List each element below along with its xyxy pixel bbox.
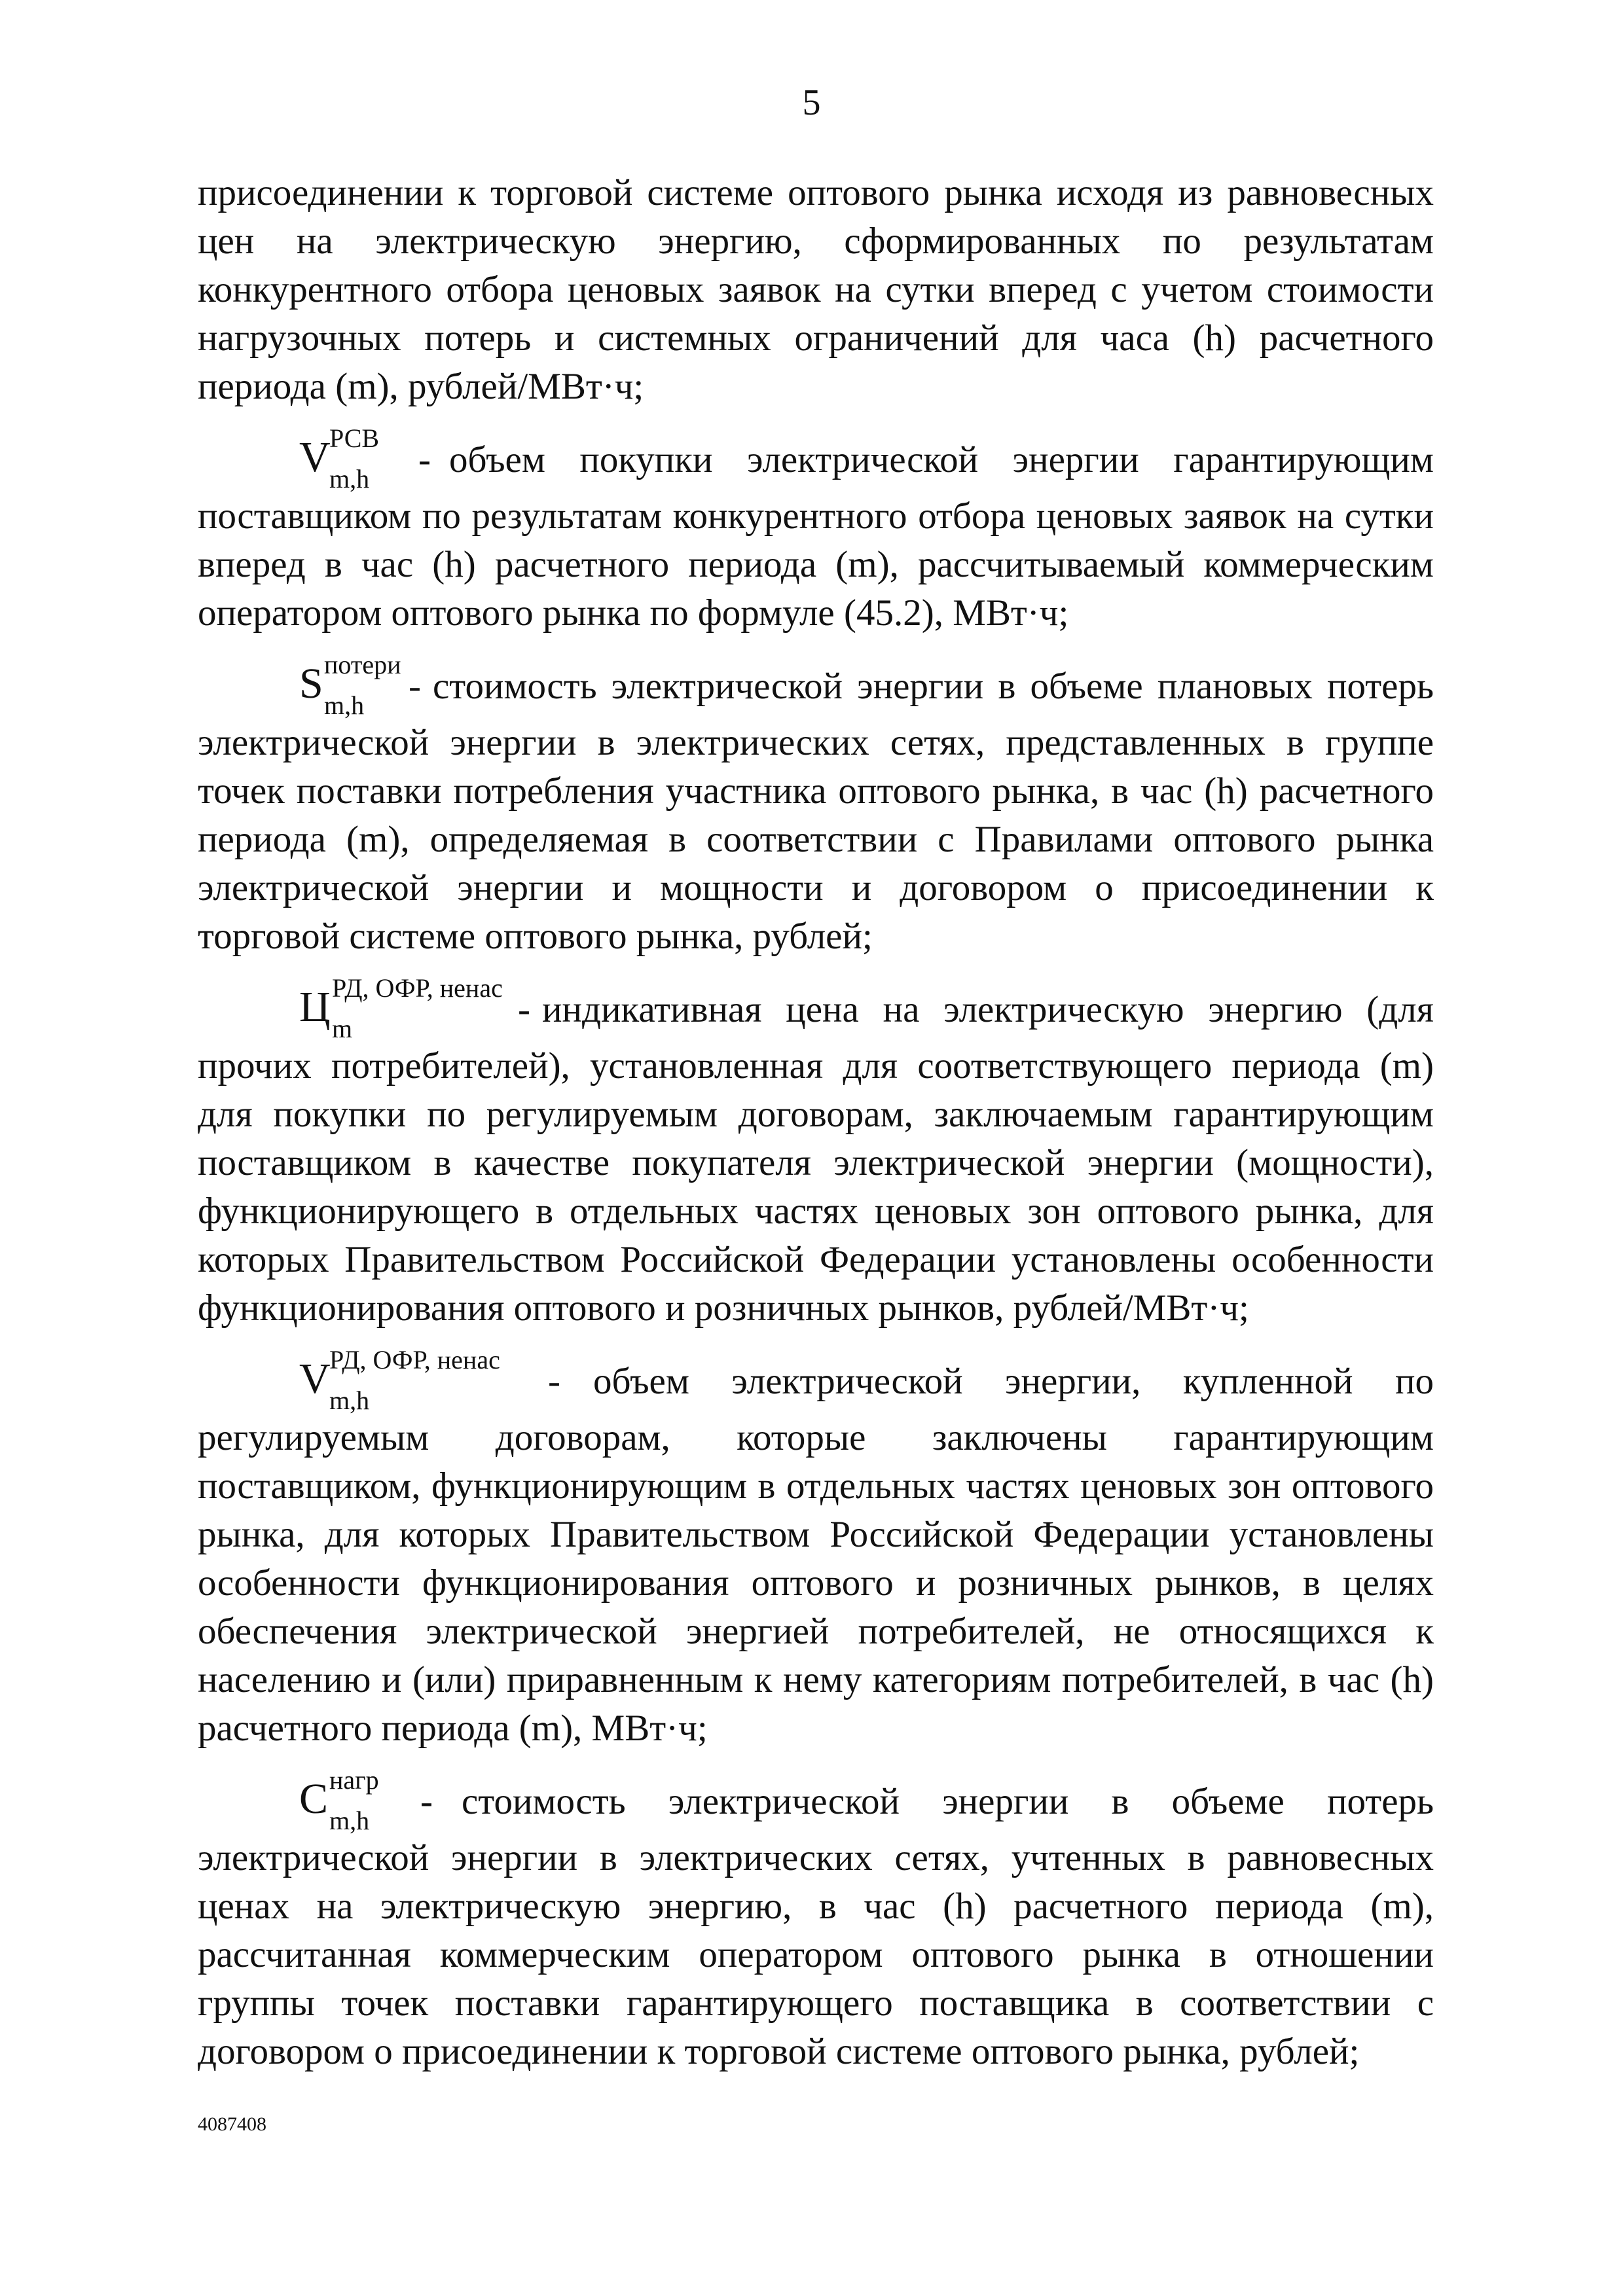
definition-dash: - [548,1361,560,1402]
head-word: энергии [857,666,984,707]
head-word: потерь [1327,1781,1434,1822]
definition-dash: - [518,989,530,1030]
head-word: в [1111,1781,1129,1822]
definition-body: поставщиком по результатам конкурентного отбора ценовых заявок на сутки вперед в час (h) расчетного периода (m), рассчитываемый коммерческим оператором оптового рынка по формуле (45.2), МВт·ч; [198,495,1434,634]
head-word: электрическую [943,989,1184,1030]
formula-symbol [299,647,401,720]
symbol-superscript: РД, ОФР, ненас [329,1345,500,1374]
head-word: на [883,989,920,1030]
definition-s-poteri [198,640,1434,961]
head-word: энергии, [1005,1361,1141,1402]
definition-body: электрической энергии в электрических сетях, учтенных в равновесных ценах на электрическую энергию, в час (h) расчетного периода (m), рассчитанная коммерческим оператором оптового рынка в отношении группы точек поставки гарантирующего поставщика в соответствии с договором о присоединении к торговой системе оптового рынка, рублей; [198,1837,1434,2072]
definition-dash: - [418,439,431,480]
document-id: 4087408 [198,2113,266,2135]
symbol-subscript: m,h [329,1386,370,1415]
definition-v-rsv [198,414,1434,637]
definition-c-nagr [198,1755,1434,2076]
head-word: стоимость [461,1781,626,1822]
head-word: объеме [1171,1781,1285,1822]
formula-symbol [299,420,397,492]
definition-head-text [433,662,1434,719]
head-word: объем [448,439,545,480]
symbol-base: Ц [299,983,331,1031]
head-word: объем [593,1361,689,1402]
definition-v-rd-ofr [198,1335,1434,1753]
head-word: купленной [1182,1361,1353,1402]
definition-ts-rd-ofr [198,963,1434,1333]
symbol-base: C [299,1775,329,1823]
symbol-subscript: m,h [329,464,370,493]
symbol-superscript: потери [324,650,401,679]
formula-symbol [299,1342,515,1414]
head-word: по [1395,1361,1434,1402]
head-word: (для [1366,989,1434,1030]
definition-dash: - [420,1781,433,1822]
head-word: потерь [1326,666,1434,707]
head-word: энергии [942,1781,1069,1822]
definition-head [198,640,1434,719]
head-word: стоимость [432,666,597,707]
page-content [198,169,1434,2076]
head-word: электрической [611,666,843,707]
symbol-subscript: m,h [329,1806,370,1835]
head-word: индикативная [541,989,762,1030]
head-word: электрической [746,439,979,480]
definition-body: регулируемым договорам, которые заключены гарантирующим поставщиком, функционирующим в отдельных частях ценовых зон оптового рынка, для которых Правительством Российской Федерации установлены особенности функционирования оптового и розничных рынков, в целях обеспечения электрической энергией потребителей, не относящихся к населению и (или) приравненным к нему категориям потребителей, в час (h) расчетного периода (m), МВт·ч; [198,1417,1434,1749]
head-word: в [998,666,1016,707]
definition-head-text [593,1357,1434,1414]
definition-body: прочих потребителей), установленная для соответствующего периода (m) для покупки по регулируемым договорам, заключаемым гарантирующим поставщиком в качестве покупателя электрической энергии (мощности), функционирующего в отдельных частях ценовых зон оптового рынка, для которых Правительством Российской Федерации установлены особенности функционирования оптового и розничных рынков, рублей/МВт·ч; [198,1045,1434,1329]
definition-dash: - [409,666,421,707]
symbol-subscript: m,h [324,691,365,720]
symbol-superscript: РСВ [329,423,380,453]
head-word: плановых [1157,666,1313,707]
symbol-base: V [299,1355,331,1403]
definition-head-text [449,436,1434,492]
symbol-superscript: нагр [329,1765,379,1795]
head-word: покупки [579,439,713,480]
intro-paragraph: присоединении к торговой системе оптового рынка исходя из равновесных цен на электрическую энергию, сформированных по результатам конкурентного отбора ценовых заявок на сутки вперед с учетом стоимости нагрузочных потерь и системных ограничений для часа (h) расчетного периода (m), рублей/МВт·ч; [198,172,1434,407]
definition-head [198,1755,1434,1834]
definition-body: электрической энергии в электрических сетях, представленных в группе точек поставки потребления участника оптового рынка, в час (h) расчетного периода (m), определяемая в соответствии с Правилами оптового рынка электрической энергии и мощности и договором о присоединении к торговой системе оптового рынка, рублей; [198,722,1434,957]
head-word: энергии [1012,439,1139,480]
head-word: гарантирующим [1173,439,1434,480]
symbol-subscript: m [332,1014,353,1043]
definition-head [198,963,1434,1042]
formula-symbol [299,970,515,1042]
symbol-base: V [299,433,331,481]
definition-head [198,1335,1434,1414]
definition-head [198,414,1434,492]
head-word: цена [786,989,859,1030]
symbol-superscript: РД, ОФР, ненас [332,973,503,1003]
head-word: электрической [731,1361,963,1402]
head-word: объеме [1030,666,1143,707]
symbol-base: S [299,660,323,708]
page-number: 5 [802,82,821,123]
head-word: энергию [1208,989,1343,1030]
definition-head-text [462,1778,1434,1834]
head-word: электрической [668,1781,900,1822]
formula-symbol [299,1762,394,1834]
definition-head-text [542,986,1434,1042]
